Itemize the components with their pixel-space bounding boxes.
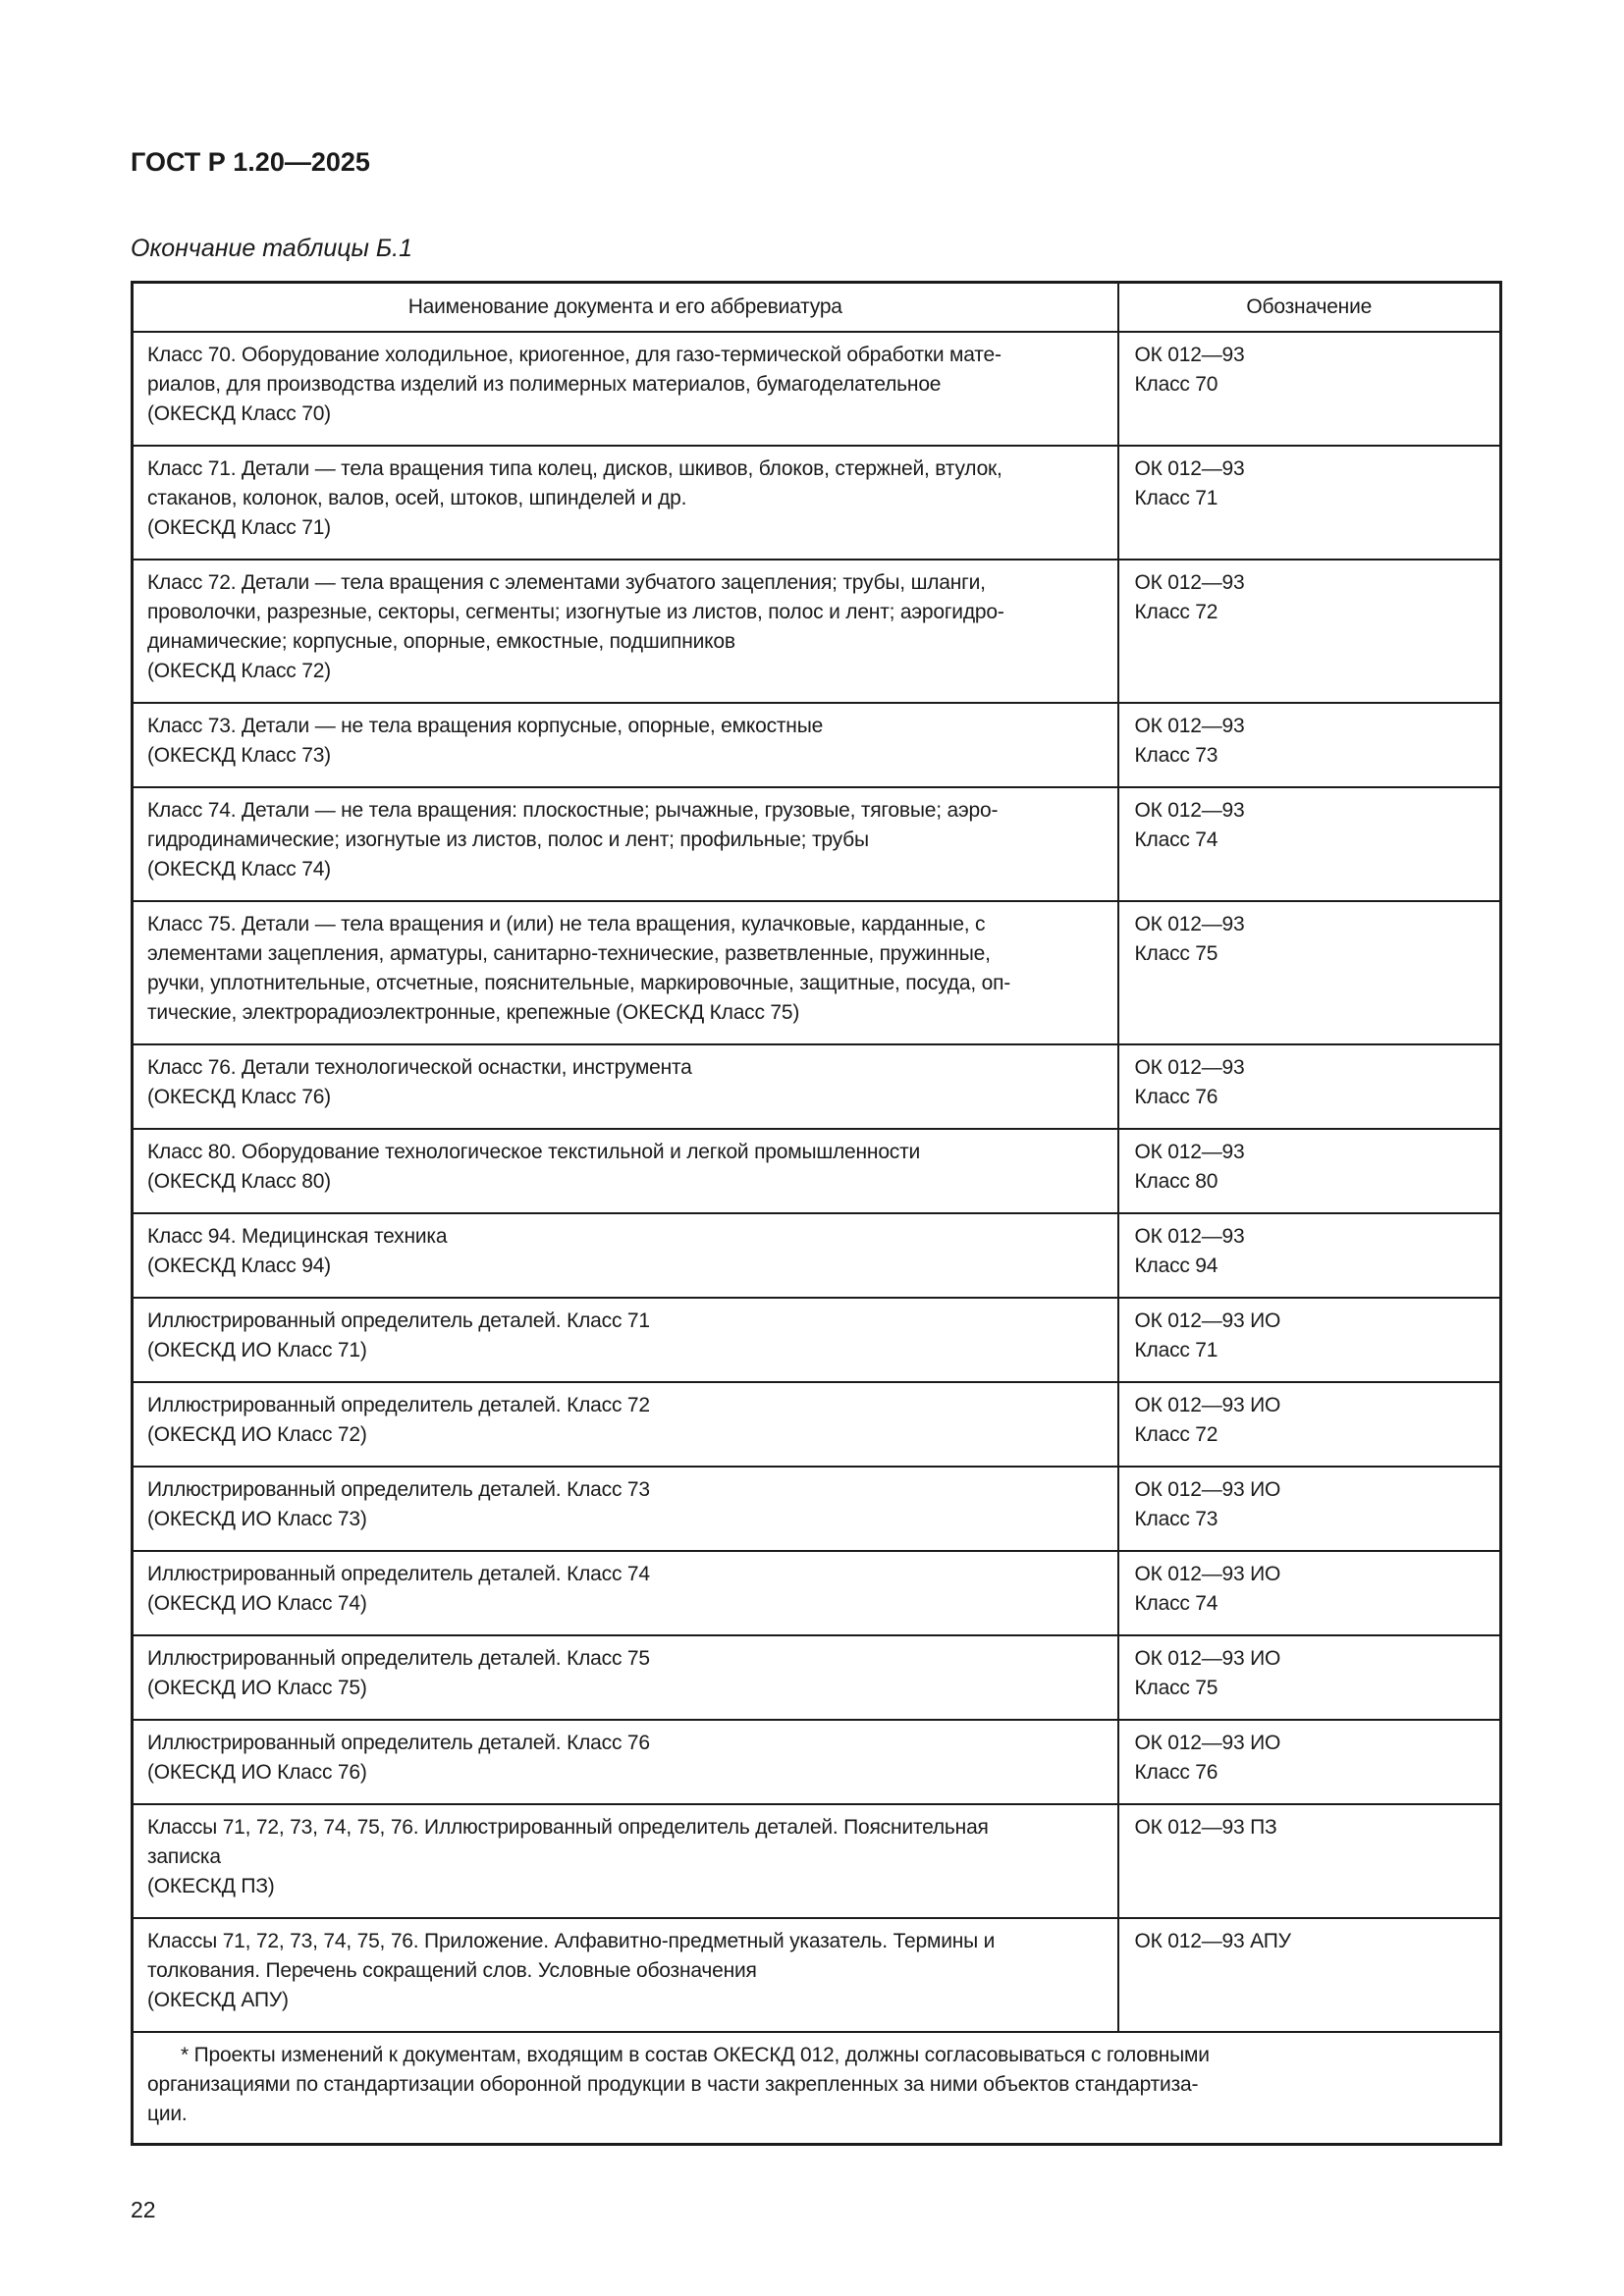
document-name-line: Класс 76. Детали технологической оснастки, инструмента bbox=[147, 1056, 692, 1079]
table-row bbox=[133, 1044, 1501, 1129]
document-name-cell bbox=[133, 446, 1118, 560]
designation-cell bbox=[1118, 901, 1501, 1044]
designation-cell bbox=[1118, 1382, 1501, 1467]
document-name-line: (ОКЕСКД Класс 80) bbox=[147, 1170, 331, 1193]
document-name-line: (ОКЕСКД Класс 94) bbox=[147, 1255, 331, 1277]
footnote-line: * Проекты изменений к документам, входящим в состав ОКЕСКД 012, должны согласовываться с головными bbox=[181, 2044, 1210, 2066]
document-name-line: Класс 73. Детали — не тела вращения корпусные, опорные, емкостные bbox=[147, 715, 824, 737]
table-row bbox=[133, 446, 1501, 560]
document-name-line: (ОКЕСКД ИО Класс 72) bbox=[147, 1423, 367, 1446]
document-name-line: (ОКЕСКД ПЗ) bbox=[147, 1875, 275, 1897]
designation-line: ОК 012—93 ИО bbox=[1134, 1732, 1281, 1754]
designation-line: ОК 012—93 bbox=[1134, 1141, 1245, 1163]
document-name-line: Иллюстрированный определитель деталей. Класс 71 bbox=[147, 1309, 650, 1332]
document-name-cell bbox=[133, 332, 1118, 446]
document-name-line: Классы 71, 72, 73, 74, 75, 76. Иллюстрированный определитель деталей. Пояснительная bbox=[147, 1816, 989, 1839]
document-name-line: Класс 74. Детали — не тела вращения: плоскостные; рычажные, грузовые, тяговые; аэро- bbox=[147, 799, 999, 822]
document-name-line: записка bbox=[147, 1845, 221, 1868]
designation-cell bbox=[1118, 1804, 1501, 1918]
designation-cell bbox=[1118, 332, 1501, 446]
document-name-line: (ОКЕСКД ИО Класс 73) bbox=[147, 1508, 367, 1530]
table-row bbox=[133, 1382, 1501, 1467]
document-name-line: Иллюстрированный определитель деталей. Класс 74 bbox=[147, 1563, 650, 1585]
designation-line: ОК 012—93 ИО bbox=[1134, 1647, 1281, 1670]
document-name-line: Класс 94. Медицинская техника bbox=[147, 1225, 448, 1248]
document-name-line: (ОКЕСКД ИО Класс 76) bbox=[147, 1761, 367, 1784]
table-row bbox=[133, 1298, 1501, 1382]
designation-cell bbox=[1118, 1551, 1501, 1635]
designation-line: Класс 74 bbox=[1134, 828, 1218, 851]
document-name-line: проволочки, разрезные, секторы, сегменты; изогнутые из листов, полос и лент; аэрогидро- bbox=[147, 601, 1004, 623]
designation-cell bbox=[1118, 1044, 1501, 1129]
designation-cell bbox=[1118, 1635, 1501, 1720]
document-name-line: (ОКЕСКД Класс 70) bbox=[147, 402, 331, 425]
table-row bbox=[133, 787, 1501, 901]
document-name-line: Иллюстрированный определитель деталей. Класс 75 bbox=[147, 1647, 650, 1670]
document-name-cell bbox=[133, 560, 1118, 703]
designation-line: Класс 94 bbox=[1134, 1255, 1218, 1277]
document-name-line: Класс 80. Оборудование технологическое текстильной и легкой промышленности bbox=[147, 1141, 921, 1163]
document-name-line: (ОКЕСКД Класс 71) bbox=[147, 516, 331, 539]
footnote-line: организациями по стандартизации оборонной продукции в части закрепленных за ними объектов стандартиза- bbox=[147, 2073, 1199, 2096]
documents-designations-table bbox=[131, 281, 1502, 2146]
designation-line: ОК 012—93 bbox=[1134, 913, 1245, 935]
table-row bbox=[133, 332, 1501, 446]
document-name-cell bbox=[133, 1804, 1118, 1918]
document-name-line: риалов, для производства изделий из полимерных материалов, бумагоделательное bbox=[147, 373, 942, 396]
table-row bbox=[133, 1635, 1501, 1720]
document-name-line: Класс 75. Детали — тела вращения и (или) не тела вращения, кулачковые, карданные, с bbox=[147, 913, 986, 935]
document-name-line: гидродинамические; изогнутые из листов, полос и лент; профильные; трубы bbox=[147, 828, 869, 851]
column-header-document-name: Наименование документа и его аббревиатура bbox=[133, 283, 1118, 333]
table-row bbox=[133, 560, 1501, 703]
document-name-line: (ОКЕСКД ИО Класс 74) bbox=[147, 1592, 367, 1615]
table-row bbox=[133, 1129, 1501, 1213]
designation-cell bbox=[1118, 1720, 1501, 1804]
document-name-cell bbox=[133, 901, 1118, 1044]
designation-line: ОК 012—93 АПУ bbox=[1134, 1930, 1291, 1952]
document-name-line: ручки, уплотнительные, отсчетные, пояснительные, маркировочные, защитные, посуда, оп- bbox=[147, 972, 1011, 994]
document-name-line: Класс 72. Детали — тела вращения с элементами зубчатого зацепления; трубы, шланги, bbox=[147, 571, 986, 594]
designation-line: Класс 75 bbox=[1134, 1677, 1218, 1699]
document-name-cell bbox=[133, 1129, 1118, 1213]
document-name-cell bbox=[133, 703, 1118, 787]
page-number: 22 bbox=[131, 2197, 156, 2222]
designation-line: Класс 70 bbox=[1134, 373, 1218, 396]
document-name-line: (ОКЕСКД ИО Класс 71) bbox=[147, 1339, 367, 1362]
designation-line: ОК 012—93 bbox=[1134, 1056, 1245, 1079]
designation-line: Класс 71 bbox=[1134, 487, 1218, 509]
document-name-line: (ОКЕСКД АПУ) bbox=[147, 1989, 289, 2011]
designation-cell bbox=[1118, 1129, 1501, 1213]
document-name-line: (ОКЕСКД ИО Класс 75) bbox=[147, 1677, 367, 1699]
column-header-designation: Обозначение bbox=[1118, 283, 1501, 333]
designation-line: Класс 76 bbox=[1134, 1086, 1218, 1108]
table-body bbox=[133, 332, 1501, 2145]
document-code-heading: ГОСТ Р 1.20—2025 bbox=[131, 147, 370, 177]
document-name-line: динамические; корпусные, опорные, емкостные, подшипников bbox=[147, 630, 735, 653]
document-name-cell bbox=[133, 787, 1118, 901]
designation-line: Класс 72 bbox=[1134, 1423, 1218, 1446]
document-name-line: Иллюстрированный определитель деталей. Класс 73 bbox=[147, 1478, 650, 1501]
designation-cell bbox=[1118, 703, 1501, 787]
designation-line: ОК 012—93 ИО bbox=[1134, 1309, 1281, 1332]
document-name-line: элементами зацепления, арматуры, санитарно-технические, разветвленные, пружинные, bbox=[147, 942, 991, 965]
footnote-line: ции. bbox=[147, 2103, 188, 2125]
document-name-line: Классы 71, 72, 73, 74, 75, 76. Приложение. Алфавитно-предметный указатель. Термины и bbox=[147, 1930, 996, 1952]
table-row bbox=[133, 703, 1501, 787]
designation-line: Класс 75 bbox=[1134, 942, 1218, 965]
document-name-cell bbox=[133, 1720, 1118, 1804]
footnote-row bbox=[133, 2032, 1501, 2145]
designation-line: Класс 72 bbox=[1134, 601, 1218, 623]
designation-line: ОК 012—93 bbox=[1134, 571, 1245, 594]
designation-line: ОК 012—93 ИО bbox=[1134, 1478, 1281, 1501]
document-name-line: тические, электрорадиоэлектронные, крепежные (ОКЕСКД Класс 75) bbox=[147, 1001, 800, 1024]
table-row bbox=[133, 1213, 1501, 1298]
designation-cell bbox=[1118, 1918, 1501, 2032]
designation-line: Класс 80 bbox=[1134, 1170, 1218, 1193]
table-header-row bbox=[133, 283, 1501, 333]
designation-line: ОК 012—93 ИО bbox=[1134, 1394, 1281, 1416]
document-name-line: (ОКЕСКД Класс 73) bbox=[147, 744, 331, 767]
designation-line: Класс 73 bbox=[1134, 744, 1218, 767]
designation-cell bbox=[1118, 787, 1501, 901]
designation-cell bbox=[1118, 1298, 1501, 1382]
designation-line: Класс 73 bbox=[1134, 1508, 1218, 1530]
document-name-line: Иллюстрированный определитель деталей. Класс 76 bbox=[147, 1732, 650, 1754]
document-name-line: Класс 70. Оборудование холодильное, криогенное, для газо-термической обработки мате- bbox=[147, 344, 1001, 366]
document-name-cell bbox=[133, 1467, 1118, 1551]
table-header bbox=[133, 283, 1501, 333]
designation-cell bbox=[1118, 1213, 1501, 1298]
designation-line: ОК 012—93 bbox=[1134, 1225, 1245, 1248]
designation-line: ОК 012—93 ПЗ bbox=[1134, 1816, 1277, 1839]
designation-cell bbox=[1118, 446, 1501, 560]
table-row bbox=[133, 901, 1501, 1044]
document-name-cell bbox=[133, 1044, 1118, 1129]
document-name-line: Иллюстрированный определитель деталей. Класс 72 bbox=[147, 1394, 650, 1416]
designation-line: ОК 012—93 bbox=[1134, 799, 1245, 822]
designation-cell bbox=[1118, 560, 1501, 703]
footnote-cell bbox=[133, 2032, 1501, 2145]
document-name-line: Класс 71. Детали — тела вращения типа колец, дисков, шкивов, блоков, стержней, втулок, bbox=[147, 457, 1002, 480]
table-row bbox=[133, 1551, 1501, 1635]
document-name-line: (ОКЕСКД Класс 76) bbox=[147, 1086, 331, 1108]
document-name-cell bbox=[133, 1298, 1118, 1382]
table-row bbox=[133, 1918, 1501, 2032]
document-name-line: толкования. Перечень сокращений слов. Условные обозначения bbox=[147, 1959, 757, 1982]
document-name-cell bbox=[133, 1382, 1118, 1467]
document-name-cell bbox=[133, 1635, 1118, 1720]
designation-line: ОК 012—93 bbox=[1134, 715, 1245, 737]
designation-line: Класс 71 bbox=[1134, 1339, 1218, 1362]
designation-line: Класс 76 bbox=[1134, 1761, 1218, 1784]
table-continuation-caption: Окончание таблицы Б.1 bbox=[131, 235, 412, 262]
document-name-cell bbox=[133, 1918, 1118, 2032]
designation-cell bbox=[1118, 1467, 1501, 1551]
table-row bbox=[133, 1720, 1501, 1804]
document-name-line: стаканов, колонок, валов, осей, штоков, шпинделей и др. bbox=[147, 487, 687, 509]
document-name-cell bbox=[133, 1213, 1118, 1298]
document-name-line: (ОКЕСКД Класс 74) bbox=[147, 858, 331, 881]
table-row bbox=[133, 1804, 1501, 1918]
designation-line: Класс 74 bbox=[1134, 1592, 1218, 1615]
designation-line: ОК 012—93 bbox=[1134, 457, 1245, 480]
document-name-cell bbox=[133, 1551, 1118, 1635]
designation-line: ОК 012—93 ИО bbox=[1134, 1563, 1281, 1585]
table-row bbox=[133, 1467, 1501, 1551]
document-name-line: (ОКЕСКД Класс 72) bbox=[147, 660, 331, 682]
designation-line: ОК 012—93 bbox=[1134, 344, 1245, 366]
